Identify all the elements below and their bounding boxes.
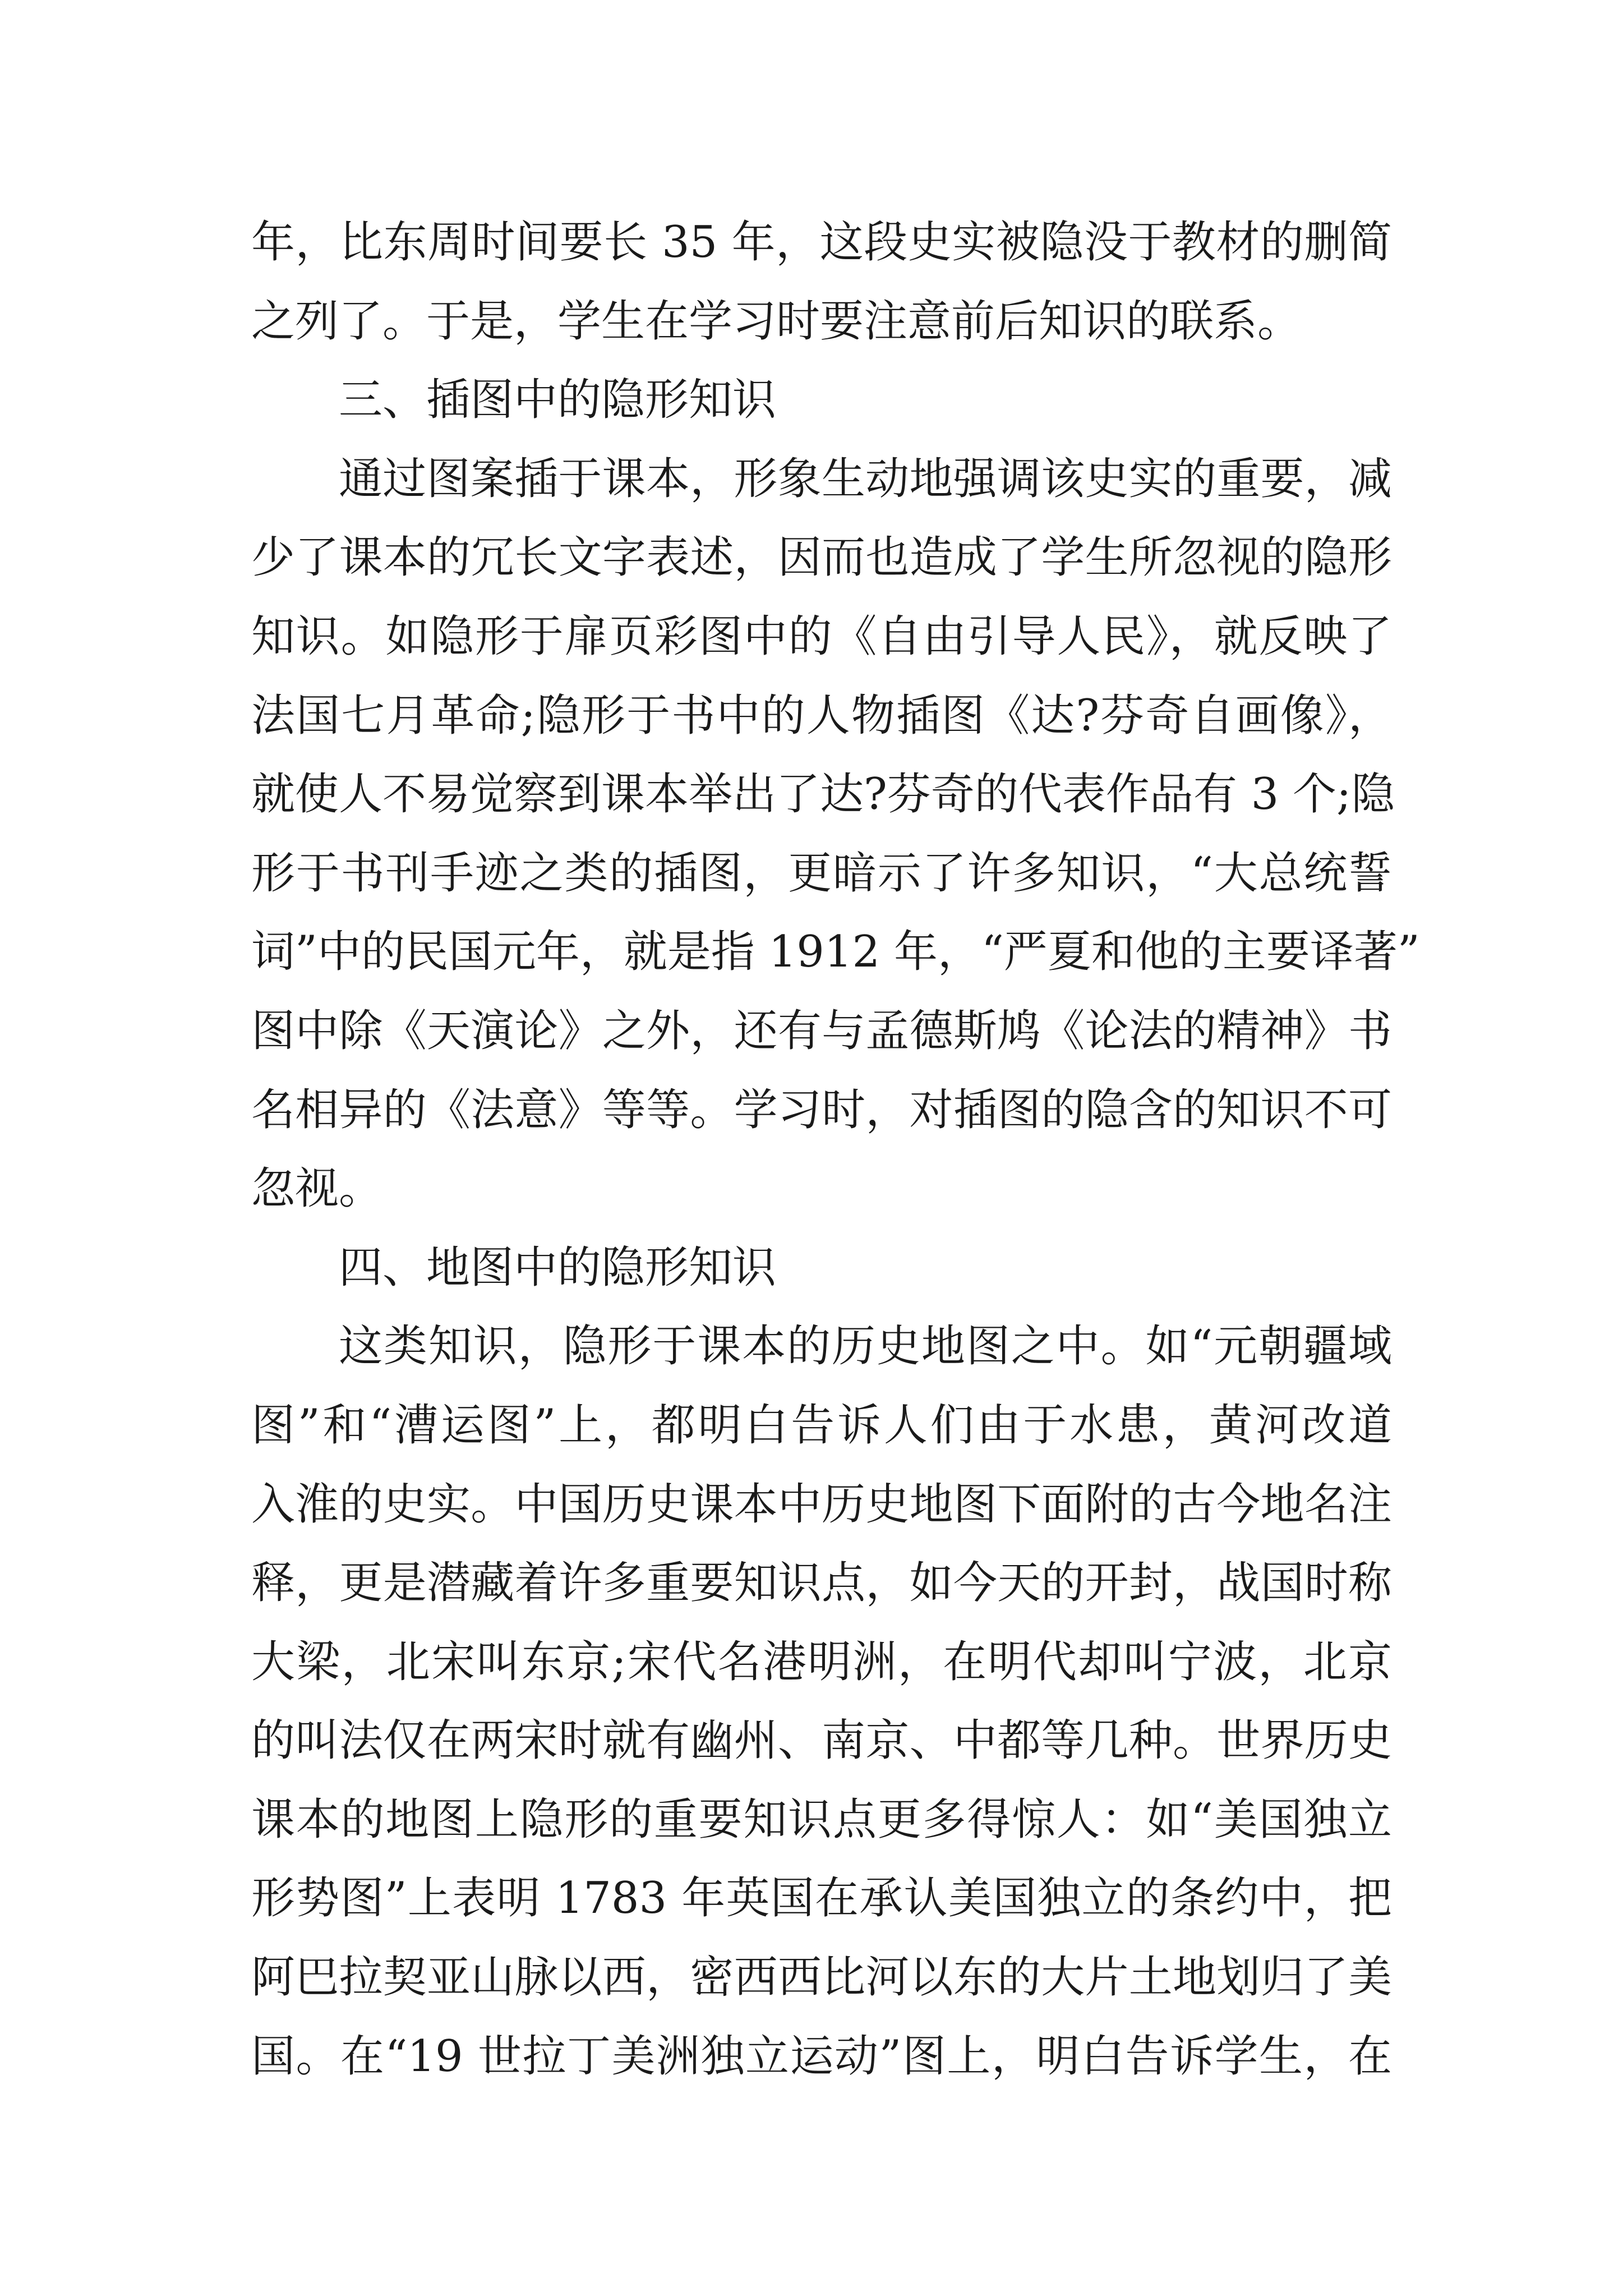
text-line: 释，更是潜藏着许多重要知识点，如今天的开封，战国时称 bbox=[251, 1558, 1392, 1609]
text-line: 词”中的民国元年，就是指 1912 年，“严夏和他的主要译著” bbox=[251, 927, 1420, 978]
text-line: 就使人不易觉察到课本举出了达?芬奇的代表作品有 3 个;隐 bbox=[251, 769, 1395, 820]
text-line: 名相异的《法意》等等。学习时，对插图的隐含的知识不可 bbox=[251, 1084, 1392, 1135]
text-line: 阿巴拉契亚山脉以西，密西西比河以东的大片土地划归了美 bbox=[251, 1952, 1392, 2003]
paragraph-first-line: 通过图案插于课本，形象生动地强调该史实的重要，减 bbox=[339, 453, 1392, 504]
text-line: 法国七月革命;隐形于书中的人物插图《达?芬奇自画像》， bbox=[251, 690, 1392, 741]
text-line: 的叫法仅在两宋时就有幽州、南京、中都等几种。世界历史 bbox=[251, 1715, 1392, 1766]
document-body bbox=[251, 203, 1420, 2096]
text-line: 大梁，北宋叫东京;宋代名港明洲，在明代却叫宁波，北京 bbox=[251, 1636, 1392, 1687]
text-line: 知识。如隐形于扉页彩图中的《自由引导人民》，就反映了 bbox=[251, 611, 1392, 662]
text-line: 形于书刊手迹之类的插图，更暗示了许多知识，“大总统誓 bbox=[251, 848, 1392, 899]
section-heading: 三、插图中的隐形知识 bbox=[339, 375, 777, 426]
section-heading: 四、地图中的隐形知识 bbox=[339, 1242, 777, 1293]
text-line: 忽视。 bbox=[251, 1163, 383, 1214]
paragraph-first-line: 这类知识，隐形于课本的历史地图之中。如“元朝疆域 bbox=[339, 1321, 1392, 1372]
text-line: 之列了。于是，学生在学习时要注意前后知识的联系。 bbox=[251, 296, 1302, 347]
text-line: 形势图”上表明 1783 年英国在承认美国独立的条约中，把 bbox=[251, 1873, 1392, 1924]
text-line: 图”和“漕运图”上，都明白告诉人们由于水患，黄河改道 bbox=[251, 1400, 1392, 1451]
text-line: 课本的地图上隐形的重要知识点更多得惊人：如“美国独立 bbox=[251, 1794, 1392, 1845]
text-line: 图中除《天演论》之外，还有与孟德斯鸠《论法的精神》书 bbox=[251, 1005, 1392, 1056]
text-line: 入淮的史实。中国历史课本中历史地图下面附的古今地名注 bbox=[251, 1479, 1392, 1530]
text-line: 国。在“19 世拉丁美洲独立运动”图上，明白告诉学生，在 bbox=[251, 2031, 1392, 2082]
text-line: 年，比东周时间要长 35 年，这段史实被隐没于教材的删简 bbox=[251, 217, 1392, 268]
text-line: 少了课本的冗长文字表述，因而也造成了学生所忽视的隐形 bbox=[251, 532, 1392, 583]
